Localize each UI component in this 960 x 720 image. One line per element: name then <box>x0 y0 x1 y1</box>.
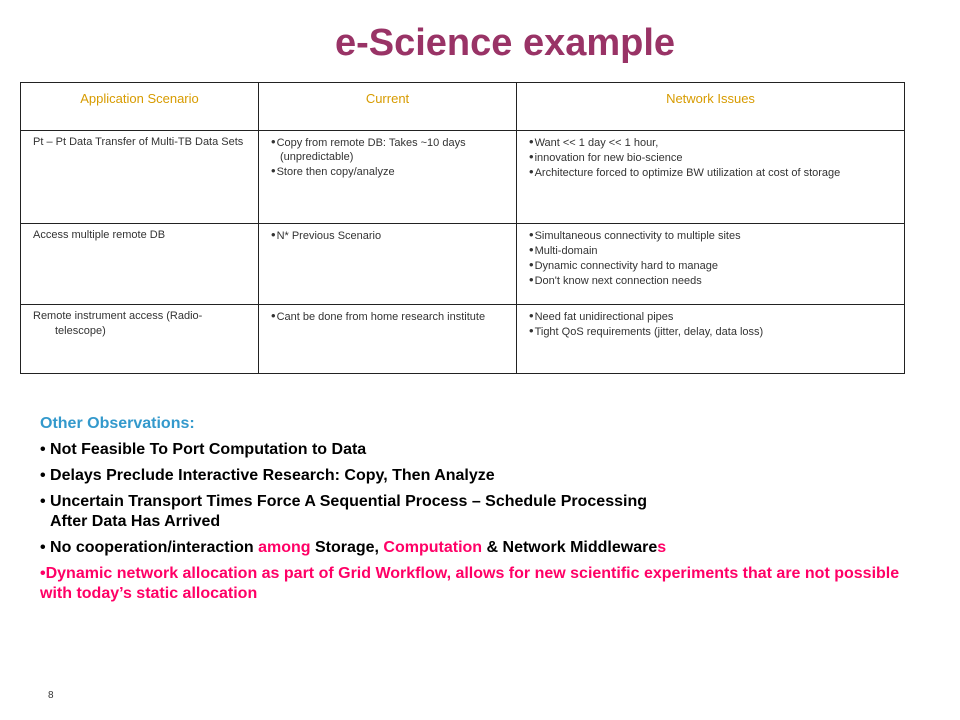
observation-line: • Uncertain Transport Times Force A Sequential Process – Schedule Processing <box>40 493 647 510</box>
observation-item: • Delays Preclude Interactive Research: Copy, Then Analyze <box>40 467 495 484</box>
issue-bullet: • Tight QoS requirements (jitter, delay, data loss) <box>529 324 892 339</box>
issue-bullet: • innovation for new bio-science <box>529 150 892 165</box>
table-row <box>21 305 905 374</box>
scenario-cell <box>21 131 259 224</box>
scenario-table <box>20 82 905 374</box>
scenario-cell <box>21 305 259 374</box>
highlight-text: among <box>258 539 311 556</box>
highlight-text: Computation <box>383 539 483 556</box>
issue-bullet: • Want << 1 day << 1 hour, <box>529 135 892 150</box>
observations-section <box>40 414 920 610</box>
table-row <box>21 131 905 224</box>
issue-bullet: • Need fat unidirectional pipes <box>529 309 892 324</box>
highlight-text: s <box>657 539 667 556</box>
observation-item <box>40 538 920 558</box>
observation-line: After Data Has Arrived <box>50 513 221 530</box>
scenario-text: Remote instrument access (Radio-telescope) <box>33 310 203 337</box>
observation-item: • Not Feasible To Port Computation to Data <box>40 441 367 458</box>
issue-bullet: • Multi-domain <box>529 243 892 258</box>
issue-bullet: • Architecture forced to optimize BW utilization at cost of storage <box>529 165 892 180</box>
scenario-text: Access multiple remote DB <box>33 229 166 241</box>
observations-heading: Other Observations: <box>40 415 195 432</box>
issue-bullet: • Dynamic connectivity hard to manage <box>529 258 892 273</box>
issues-cell <box>517 305 905 374</box>
issues-cell <box>517 131 905 224</box>
current-cell <box>259 224 517 305</box>
current-bullet: • Cant be done from home research institute <box>271 309 504 324</box>
table-header-row <box>21 83 905 131</box>
current-cell <box>259 131 517 224</box>
current-bullet: • N* Previous Scenario <box>271 228 504 243</box>
observation-item-highlight: •Dynamic network allocation as part of Grid Workflow, allows for new scientific experiments that are not possible with today’s static allocation <box>40 565 900 602</box>
issues-cell <box>517 224 905 305</box>
issue-bullet: • Simultaneous connectivity to multiple sites <box>529 228 892 243</box>
observation-text: • No cooperation/interaction <box>40 539 259 556</box>
scenario-cell <box>21 224 259 305</box>
current-bullet: • Copy from remote DB: Takes ~10 days (unpredictable) <box>271 135 504 164</box>
table-row <box>21 224 905 305</box>
current-cell <box>259 305 517 374</box>
page-number: 8 <box>48 690 54 701</box>
issue-bullet: • Don't know next connection needs <box>529 273 892 288</box>
observation-item <box>40 492 920 532</box>
current-bullet: • Store then copy/analyze <box>271 164 504 179</box>
observation-text: Storage, <box>310 539 384 556</box>
slide-title: e-Science example <box>334 22 676 64</box>
header-current: Current <box>259 83 517 131</box>
observation-text: & Network Middleware <box>482 539 658 556</box>
scenario-text: Pt – Pt Data Transfer of Multi-TB Data Sets <box>33 136 244 148</box>
header-application-scenario: Application Scenario <box>21 83 259 131</box>
header-network-issues: Network Issues <box>517 83 905 131</box>
